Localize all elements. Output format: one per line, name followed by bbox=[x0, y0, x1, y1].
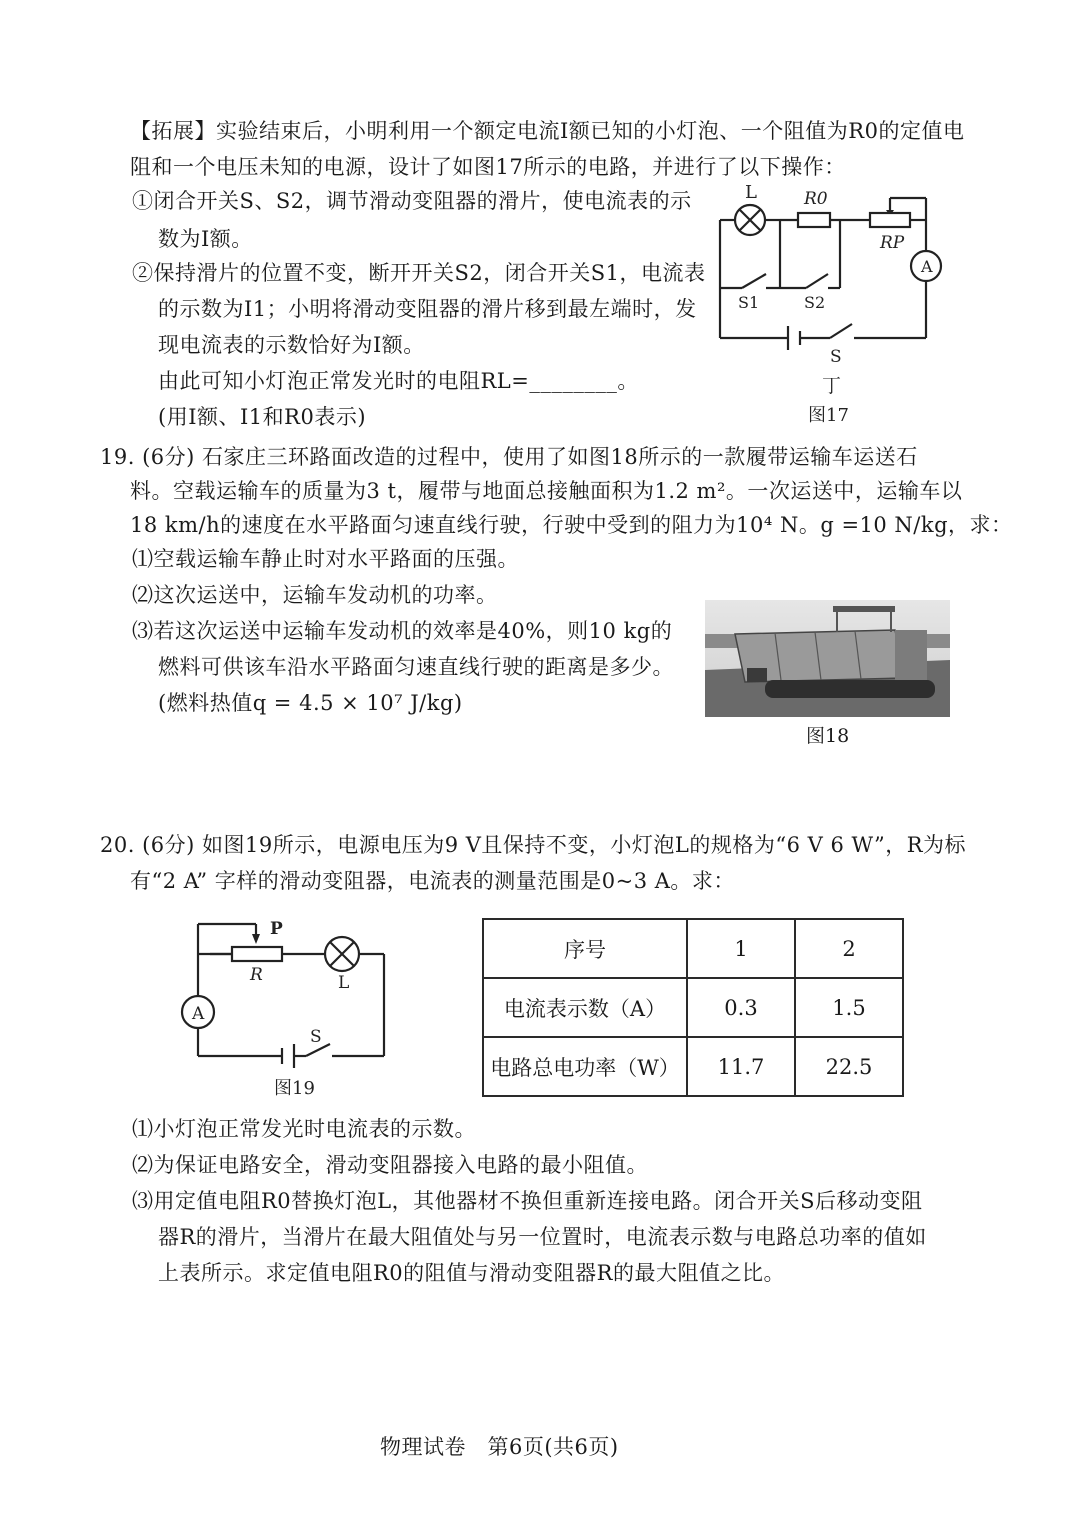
fig19-r-label: R bbox=[250, 965, 263, 985]
extension-step-2b: 的示数为I1；小明将滑动变阻器的滑片移到最左端时，发 bbox=[158, 297, 697, 321]
fig17-lamp-label: L bbox=[745, 182, 757, 203]
lamp-icon bbox=[325, 937, 359, 971]
extension-line-2: 阻和一个电压未知的电源，设计了如图17所示的电路，并进行了以下操作： bbox=[130, 155, 846, 179]
figure-18-caption: 图18 bbox=[806, 725, 850, 747]
q19-sub-3a: ⑶若这次运送中运输车发动机的效率是40%，则10 kg的 bbox=[132, 619, 673, 643]
table-header-cell: 序号 bbox=[483, 919, 687, 978]
fig19-ammeter-label: A bbox=[192, 1004, 205, 1024]
fig19-p-label: P bbox=[270, 919, 283, 939]
data-table bbox=[482, 918, 904, 1097]
fig17-s-label: S bbox=[830, 347, 842, 367]
fig17-caption: 图17 bbox=[808, 405, 849, 426]
fig19-caption: 图19 bbox=[274, 1078, 315, 1099]
q19-sub-3b: 燃料可供该车沿水平路面匀速直线行驶的距离是多少。 bbox=[158, 655, 674, 679]
q20-sub-3b: 器R的滑片，当滑片在最大阻值处与另一位置时，电流表示数与电路总功率的值如 bbox=[158, 1225, 927, 1249]
q20-line-2: 有“2 A” 字样的滑动变阻器，电流表的测量范围是0~3 A。求： bbox=[130, 869, 735, 893]
table-cell: 22.5 bbox=[795, 1037, 903, 1096]
extension-result: 由此可知小灯泡正常发光时的电阻RL=________。 bbox=[158, 369, 639, 393]
extension-step-2a: ②保持滑片的位置不变，断开开关S2，闭合开关S1，电流表 bbox=[132, 261, 706, 285]
table-header-cell: 2 bbox=[795, 919, 903, 978]
extension-step-1b: 数为I额。 bbox=[158, 227, 253, 251]
q19-line-1: 19. (6分) 石家庄三环路面改造的过程中，使用了如图18所示的一款履带运输车运送石 bbox=[100, 445, 918, 469]
q19-sub-3c: (燃料热值q = 4.5 × 10⁷ J/kg) bbox=[158, 691, 463, 715]
fig19-s-label: S bbox=[310, 1027, 322, 1047]
q19-sub-2: ⑵这次运送中，运输车发动机的功率。 bbox=[132, 583, 498, 607]
table-row bbox=[483, 978, 903, 1037]
table-cell: 0.3 bbox=[687, 978, 795, 1037]
table-cell: 电流表示数（A） bbox=[483, 978, 687, 1037]
figure-19-circuit bbox=[170, 912, 400, 1102]
q20-sub-3c: 上表所示。求定值电阻R0的阻值与滑动变阻器R的最大阻值之比。 bbox=[158, 1261, 785, 1285]
figure-17-circuit bbox=[700, 178, 960, 438]
fig17-s2-label: S2 bbox=[804, 293, 826, 312]
table-cell: 11.7 bbox=[687, 1037, 795, 1096]
q19-line-3: 18 km/h的速度在水平路面匀速直线行驶，行驶中受到的阻力为10⁴ N。g =10 N/kg，求： bbox=[130, 513, 1013, 537]
figure-18-truck-photo bbox=[705, 600, 950, 717]
rheostat-rp-icon bbox=[870, 213, 910, 227]
extension-step-2c: 现电流表的示数恰好为I额。 bbox=[158, 333, 425, 357]
fig19-lamp-label: L bbox=[338, 973, 350, 993]
rheostat-r-icon bbox=[232, 947, 282, 961]
q20-sub-2: ⑵为保证电路安全，滑动变阻器接入电路的最小阻值。 bbox=[132, 1153, 648, 1177]
table-cell: 电路总电功率（W） bbox=[483, 1037, 687, 1096]
lamp-icon bbox=[735, 205, 765, 235]
q19-line-2: 料。空载运输车的质量为3 t，履带与地面总接触面积为1.2 m²。一次运送中，运输车以 bbox=[130, 479, 963, 503]
fig17-r0-label: R0 bbox=[804, 189, 828, 209]
extension-line-1: 【拓展】实验结束后，小明利用一个额定电流I额已知的小灯泡、一个阻值为R0的定值电 bbox=[130, 119, 965, 143]
extension-hint: (用I额、I1和R0表示) bbox=[158, 405, 367, 429]
fig17-s1-label: S1 bbox=[738, 293, 760, 312]
table-cell: 1.5 bbox=[795, 978, 903, 1037]
q20-line-1: 20. (6分) 如图19所示，电源电压为9 V且保持不变，小灯泡L的规格为“6 V 6 W”，R为标 bbox=[100, 833, 967, 857]
slider-p-arrow-icon bbox=[252, 934, 260, 944]
q19-sub-1: ⑴空载运输车静止时对水平路面的压强。 bbox=[132, 547, 519, 571]
q20-sub-3a: ⑶用定值电阻R0替换灯泡L，其他器材不换但重新连接电路。闭合开关S后移动变阻 bbox=[132, 1189, 923, 1213]
table-header-row bbox=[483, 919, 903, 978]
q20-sub-1: ⑴小灯泡正常发光时电流表的示数。 bbox=[132, 1117, 476, 1141]
extension-step-1a: ①闭合开关S、S2，调节滑动变阻器的滑片，使电流表的示 bbox=[132, 189, 692, 213]
fig17-ammeter-label: A bbox=[921, 257, 933, 276]
fig17-rp-label: RP bbox=[880, 233, 905, 253]
table-row bbox=[483, 1037, 903, 1096]
fig17-sublabel: 丁 bbox=[822, 375, 842, 397]
table-header-cell: 1 bbox=[687, 919, 795, 978]
page-footer: 物理试卷 第6页(共6页) bbox=[380, 1435, 619, 1459]
resistor-r0-icon bbox=[798, 213, 830, 227]
